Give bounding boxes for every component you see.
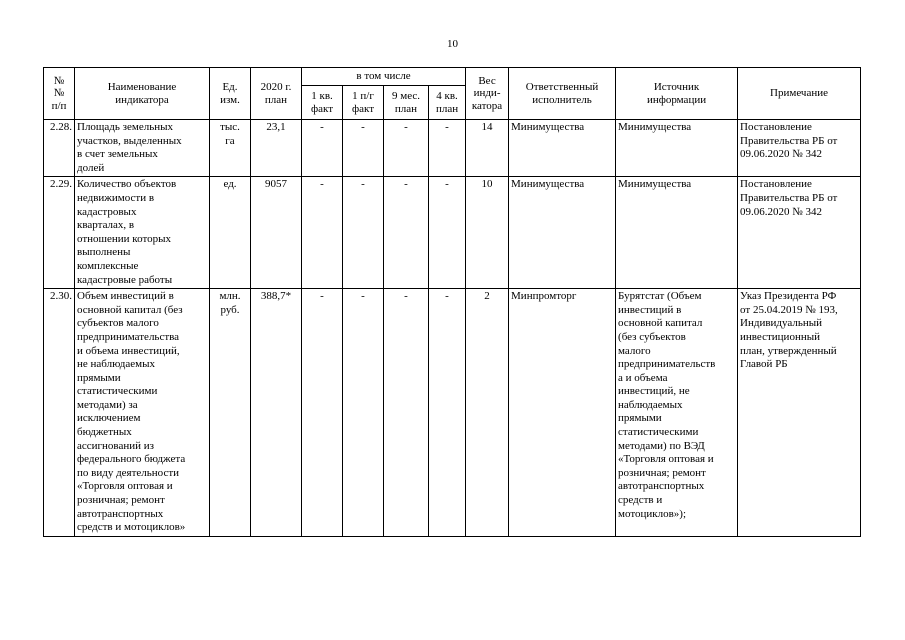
text-line: (без субъектов <box>618 330 686 343</box>
header-name <box>75 68 210 120</box>
text-line: Площадь земельных <box>77 121 174 133</box>
header-q1-fact <box>302 86 343 120</box>
info-source <box>616 289 738 537</box>
q1-fact: - <box>302 289 343 537</box>
text-line: бюджетных <box>77 426 132 439</box>
indicator-name <box>75 177 210 289</box>
row-number: 2.30. <box>44 289 75 537</box>
text-line: факт <box>310 102 334 115</box>
h1-fact: - <box>343 289 384 537</box>
text-line: инди- <box>473 87 501 100</box>
header-plan-2020 <box>251 68 302 120</box>
text-line: участков, выделенных <box>77 134 182 147</box>
text-line: статистическими <box>77 385 158 398</box>
text-line: прямыми <box>77 371 121 384</box>
text-line: изм. <box>220 93 240 106</box>
table-row <box>44 120 861 177</box>
text-line: долей <box>77 161 105 174</box>
text-line: недвижимости в <box>77 191 155 204</box>
9m-plan: - <box>384 120 429 177</box>
text-line: п/п <box>51 99 67 112</box>
text-line: Главой РБ <box>740 358 788 371</box>
indicators-table <box>43 67 861 537</box>
q4-plan: - <box>429 177 466 289</box>
text-line: млн. <box>219 290 241 303</box>
indicator-name <box>75 120 210 177</box>
text-line: отношении которых <box>77 232 172 245</box>
info-source <box>616 177 738 289</box>
info-source <box>616 120 738 177</box>
text-line: 09.06.2020 № 342 <box>740 148 823 161</box>
text-line: а и объема <box>618 371 668 384</box>
page-number: 10 <box>447 38 458 50</box>
text-line: исполнитель <box>532 93 592 106</box>
text-line: факт <box>351 102 375 115</box>
header-responsible <box>509 68 616 120</box>
text-line: Ед. <box>222 81 238 93</box>
text-line: Примечание <box>770 87 829 100</box>
text-line: 1 кв. <box>311 90 333 102</box>
text-line: катора <box>471 99 503 112</box>
text-line: Минимущества <box>618 121 692 133</box>
header-weight <box>466 68 509 120</box>
text-line: автотранспортных <box>77 507 164 520</box>
header-q4-plan <box>429 86 466 120</box>
text-line: «Торговля оптовая и <box>77 480 173 493</box>
text-line: инвестиционный <box>740 330 820 343</box>
text-line: Объем инвестиций в <box>77 290 174 303</box>
header-9m-plan <box>384 86 429 120</box>
q4-plan: - <box>429 120 466 177</box>
text-line: основной капитал <box>618 317 703 330</box>
row-number: 2.29. <box>44 177 75 289</box>
text-line: информации <box>646 93 707 106</box>
text-line: наблюдаемых <box>618 398 683 411</box>
text-line: план, утвержденный <box>740 344 837 357</box>
text-line: Минимущества <box>511 178 585 191</box>
text-line: план <box>435 102 459 115</box>
h1-fact: - <box>343 177 384 289</box>
header-source <box>616 68 738 120</box>
header-h1-fact <box>343 86 384 120</box>
text-line: Ответственный <box>525 81 599 93</box>
text-line: мотоциклов»); <box>618 507 687 520</box>
text-line: методами) по ВЭД <box>618 439 705 452</box>
text-line: 09.06.2020 № 342 <box>740 205 823 218</box>
text-line: 2020 г. <box>260 81 292 93</box>
header-num <box>44 68 75 120</box>
text-line: Минпромторг <box>511 290 577 303</box>
q1-fact: - <box>302 120 343 177</box>
table-row <box>44 289 861 537</box>
text-line: и объема инвестиций, <box>77 344 180 357</box>
9m-plan: - <box>384 289 429 537</box>
unit <box>210 177 251 289</box>
text-line: 4 кв. <box>436 90 458 102</box>
text-line: Минимущества <box>618 178 692 191</box>
text-line: Правительства РБ от <box>740 134 838 147</box>
header-group: в том числе <box>302 68 466 86</box>
text-line: кадастровые работы <box>77 273 173 286</box>
text-line: план <box>394 102 418 115</box>
text-line: от 25.04.2019 № 193, <box>740 303 838 316</box>
text-line: Правительства РБ от <box>740 191 838 204</box>
text-line: по виду деятельности <box>77 466 180 479</box>
text-line: Количество объектов <box>77 178 177 191</box>
text-line: Постановление <box>740 178 812 191</box>
h1-fact: - <box>343 120 384 177</box>
plan-2020: 23,1 <box>251 120 302 177</box>
text-line: розничная; ремонт <box>618 466 706 479</box>
indicator-weight: 2 <box>466 289 509 537</box>
text-line: 1 п/г <box>352 90 374 102</box>
header-unit <box>210 68 251 120</box>
text-line: основной капитал (без <box>77 303 183 316</box>
text-line: «Торговля оптовая и <box>618 453 714 466</box>
indicator-weight: 10 <box>466 177 509 289</box>
text-line: малого <box>618 344 651 357</box>
text-line: ассигнований из <box>77 439 155 452</box>
text-line: инвестиций в <box>618 303 682 316</box>
indicator-weight: 14 <box>466 120 509 177</box>
text-line: Индивидуальный <box>740 317 823 330</box>
text-line: Минимущества <box>511 121 585 133</box>
text-line: автотранспортных <box>618 480 705 493</box>
9m-plan: - <box>384 177 429 289</box>
responsible <box>509 289 616 537</box>
note <box>738 120 861 177</box>
text-line: руб. <box>220 303 240 316</box>
text-line: индикатора <box>115 93 169 106</box>
responsible <box>509 177 616 289</box>
text-line: розничная; ремонт <box>77 494 165 507</box>
indicator-name <box>75 289 210 537</box>
note <box>738 177 861 289</box>
text-line: № <box>53 87 65 100</box>
row-number: 2.28. <box>44 120 75 177</box>
table-row <box>44 177 861 289</box>
text-line: средств и <box>618 494 663 507</box>
text-line: исключением <box>77 412 141 425</box>
text-line: Источник <box>653 81 700 93</box>
text-line: ед. <box>223 178 237 191</box>
text-line: средств и мотоциклов» <box>77 521 186 534</box>
q4-plan: - <box>429 289 466 537</box>
text-line: Указ Президента РФ <box>740 290 837 303</box>
unit <box>210 289 251 537</box>
text-line: тыс. <box>220 121 240 133</box>
text-line: субъектов малого <box>77 317 159 330</box>
text-line: 9 мес. <box>392 90 420 102</box>
text-line: план <box>264 93 288 106</box>
text-line: № <box>53 74 65 87</box>
text-line: Вес <box>478 74 496 87</box>
unit <box>210 120 251 177</box>
text-line: кварталах, в <box>77 219 135 232</box>
text-line: инвестиций, не <box>618 385 690 398</box>
text-line: га <box>225 134 235 147</box>
text-line: выполнены <box>77 246 131 259</box>
text-line: предпринимательств <box>618 358 716 371</box>
responsible <box>509 120 616 177</box>
text-line: Наименование <box>107 81 177 93</box>
text-line: Бурятстат (Объем <box>618 290 702 303</box>
plan-2020: 388,7* <box>251 289 302 537</box>
text-line: федерального бюджета <box>77 453 186 466</box>
header-note <box>738 68 861 120</box>
plan-2020: 9057 <box>251 177 302 289</box>
text-line: комплексные <box>77 259 139 272</box>
text-line: методами) за <box>77 398 138 411</box>
text-line: кадастровых <box>77 205 137 218</box>
text-line: статистическими <box>618 426 699 439</box>
note <box>738 289 861 537</box>
text-line: не наблюдаемых <box>77 358 155 371</box>
text-line: в счет земельных <box>77 148 158 161</box>
q1-fact: - <box>302 177 343 289</box>
text-line: прямыми <box>618 412 662 425</box>
text-line: Постановление <box>740 121 812 133</box>
text-line: предпринимательства <box>77 330 180 343</box>
